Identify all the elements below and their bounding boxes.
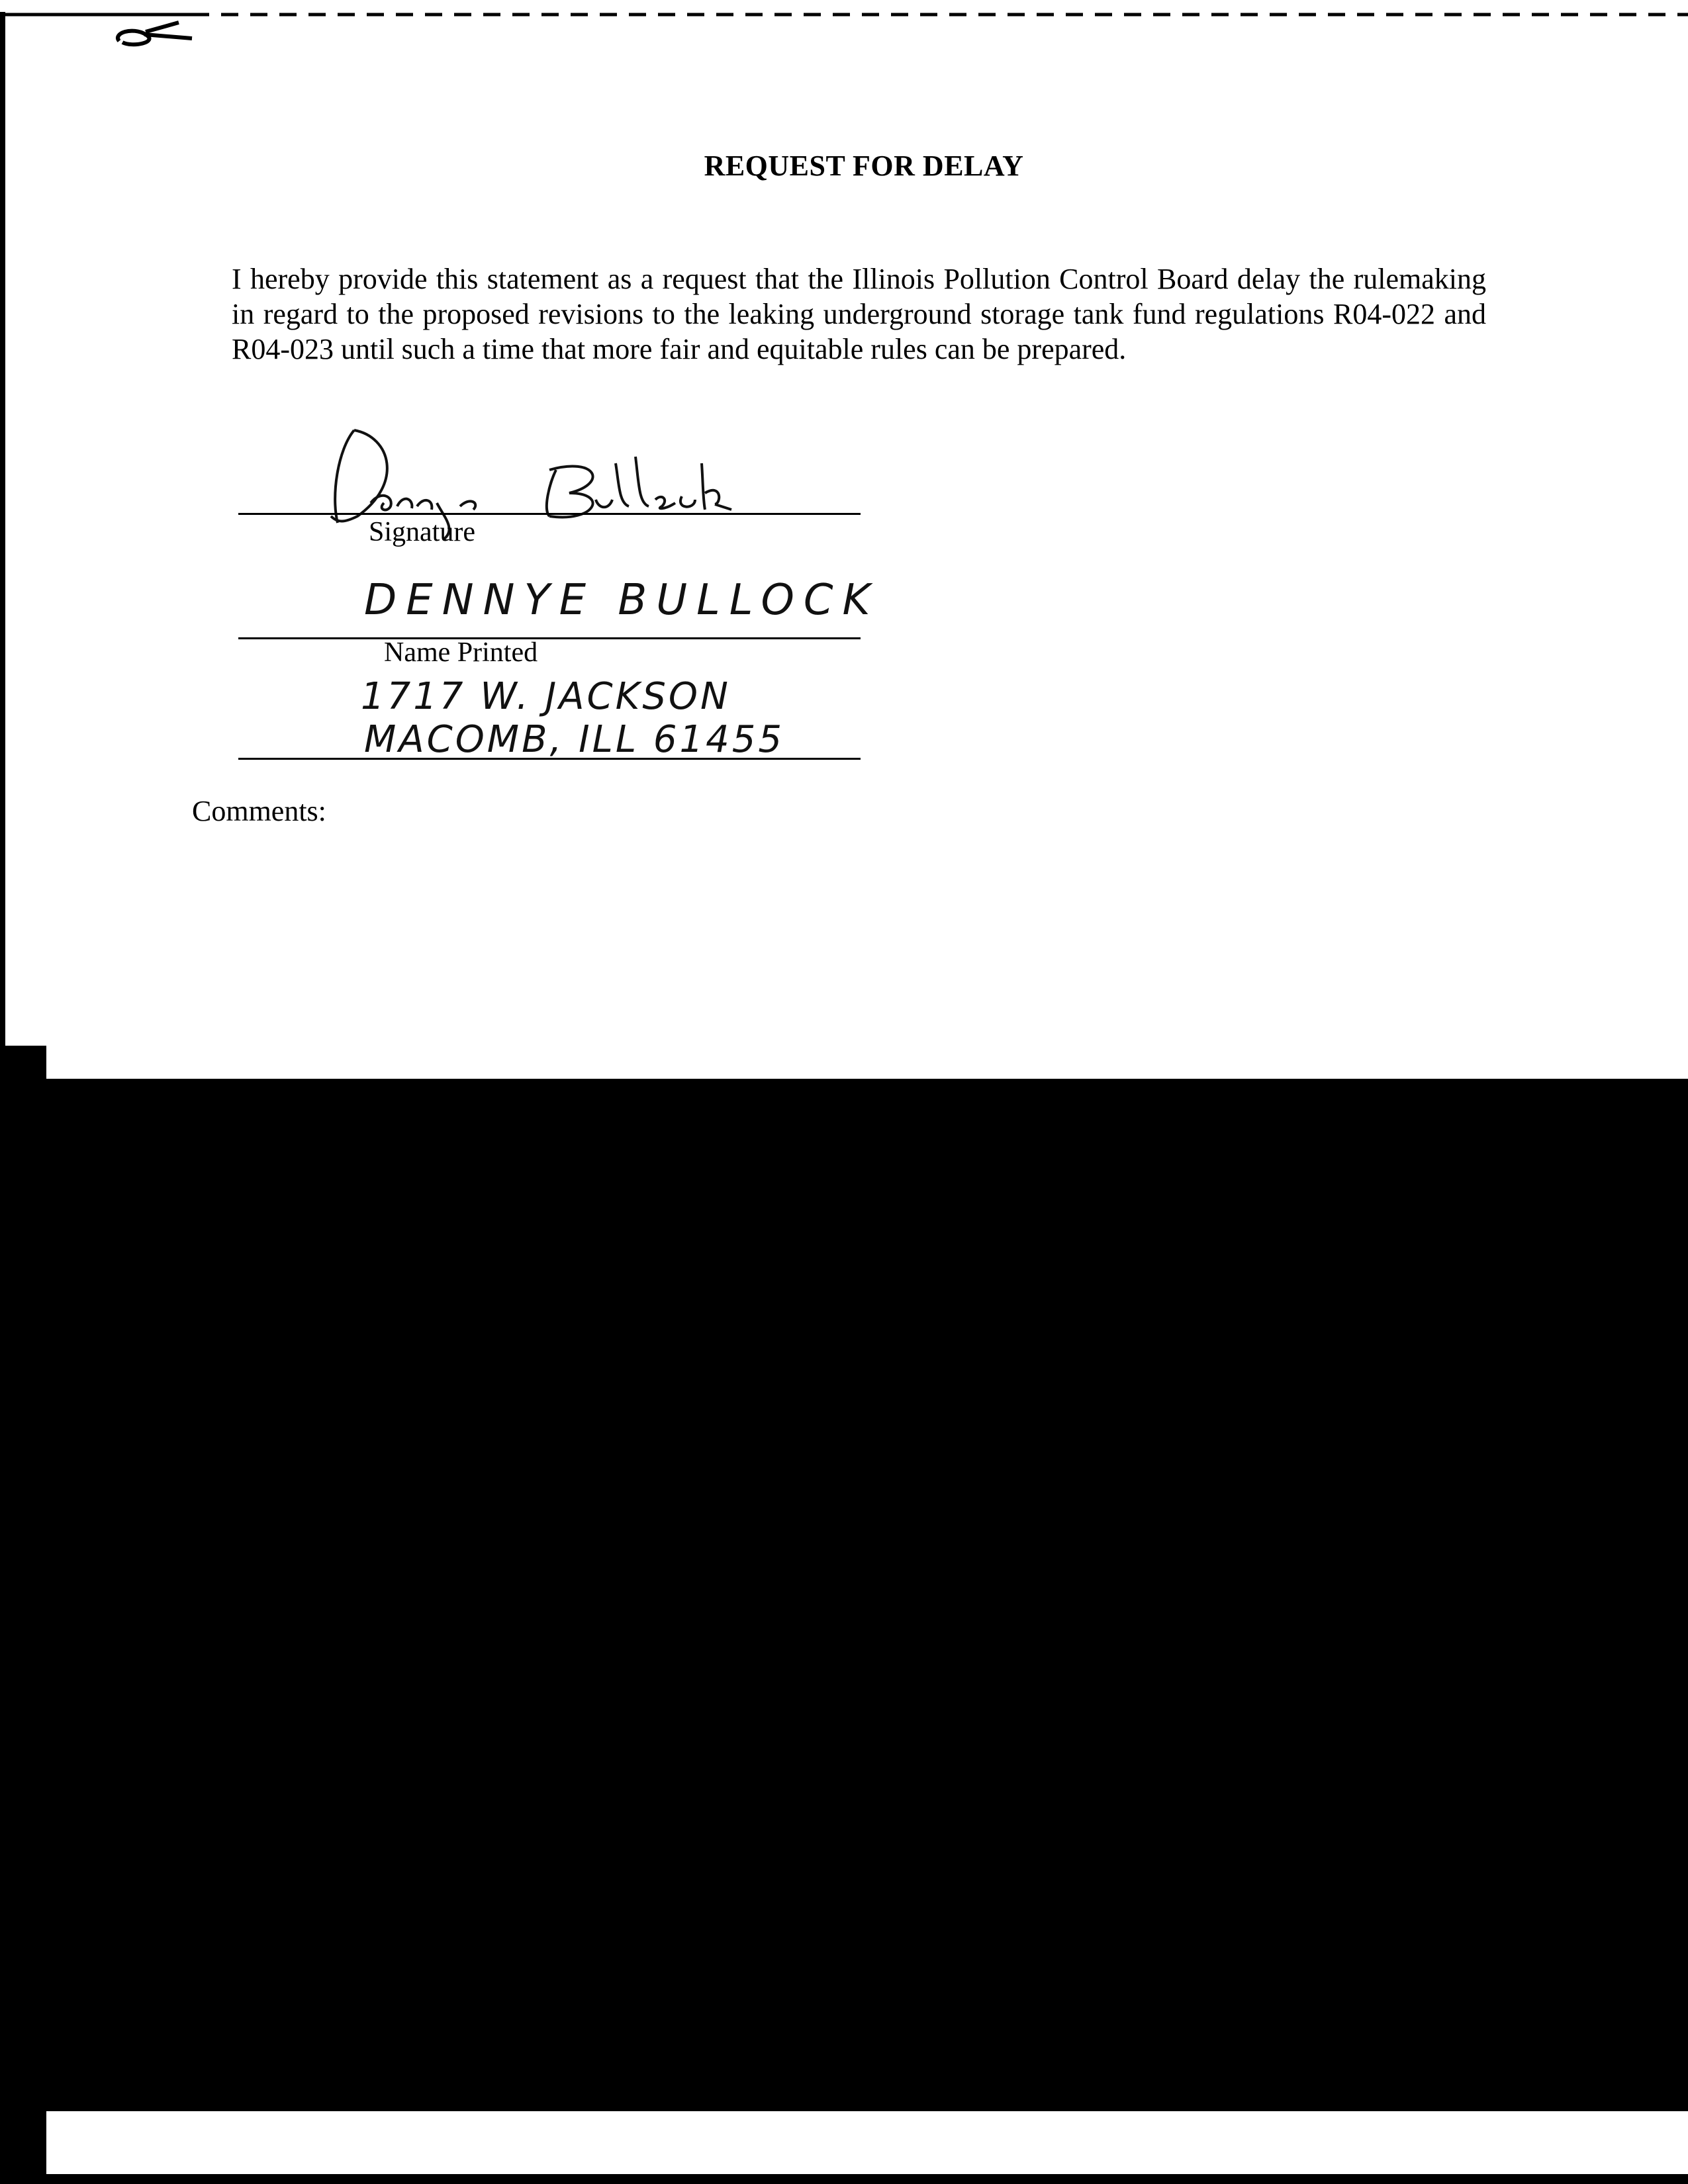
cut-line <box>0 9 1688 16</box>
address-line <box>238 758 861 760</box>
signature-handwriting <box>238 424 861 543</box>
redaction-block <box>40 1079 1688 2111</box>
signature-block <box>238 424 861 576</box>
page-corner <box>1658 2111 1688 2184</box>
name-line <box>238 637 861 639</box>
name-block <box>238 576 880 668</box>
document-title: REQUEST FOR DELAY <box>704 150 1024 182</box>
address-block <box>238 675 861 774</box>
name-caption: Name Printed <box>384 637 538 668</box>
signature-caption: Signature <box>369 517 475 547</box>
request-statement: I hereby provide this statement as a request that the Illinois Pollution Control Board delay the rulemaking in regard to the proposed revisions to the leaking underground storage tank fund regulations R04-022 and R04-023 until such a time that more fair and equitable rules can be prepared. <box>232 263 1486 365</box>
address-line-2: MACOMB, ILL 61455 <box>364 718 784 761</box>
scissors-icon <box>113 13 199 53</box>
signature-line <box>238 513 861 515</box>
comments-label: Comments: <box>192 795 326 827</box>
name-handwriting: DENNYE BULLOCK <box>364 576 880 625</box>
page-bottom-border <box>0 2174 1688 2184</box>
address-line-1: 1717 W. JACKSON <box>361 675 731 718</box>
